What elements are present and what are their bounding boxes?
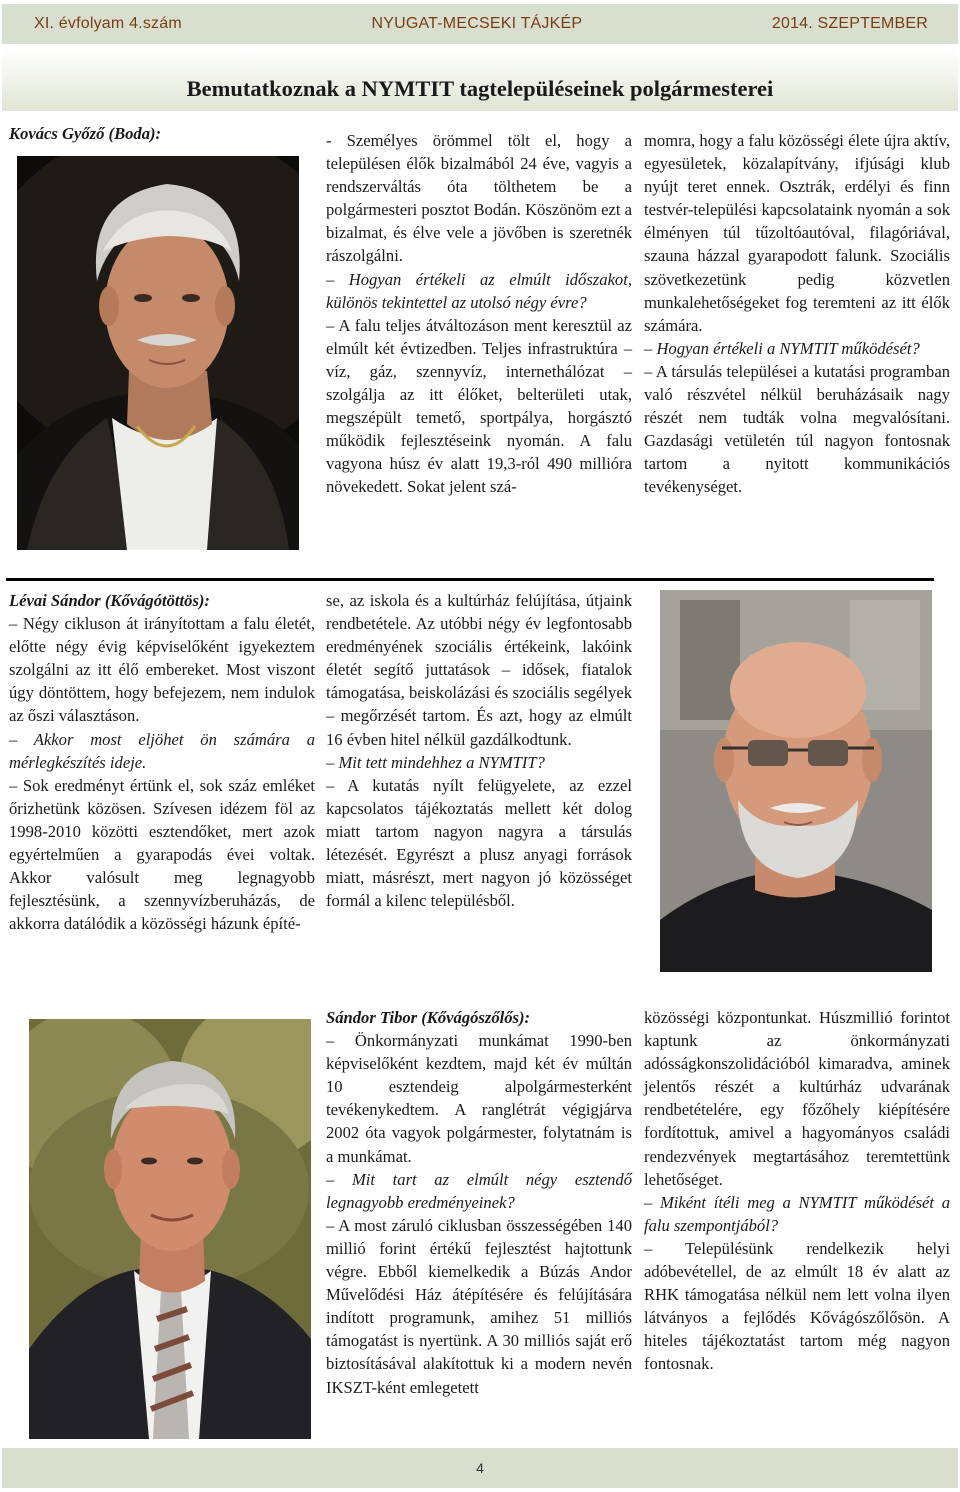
question: – Akkor most eljöhet ön számára a mérlegkészítés ideje. — [9, 729, 315, 772]
mayor-name-kovagoszolos: Sándor Tibor (Kővágószőlős): — [326, 1008, 531, 1027]
paragraph: – Sok eredményt értünk el, sok száz emléket őrizhetünk közösen. Szívesen idézem föl az 1998-2010 közötti esztendőket, mert azok egyértelműen a gyarapodás évei voltak. Akkor valósult meg legnagyobb fejlesztésünk, a szennyvízberuházás, de akkorra datálódik a közösségi házunk építé- — [9, 775, 315, 934]
page-footer — [2, 1448, 958, 1488]
interview-column-kovagoszolos-1 — [326, 1006, 632, 1399]
paragraph: – Négy cikluson át irányítottam a falu életét, előtte négy évig képviselőként igyekeztem szolgálni az itt élő embereket. Most viszont úgy döntöttem, hogy befejezem, nem indulok az őszi választáson. — [9, 614, 315, 726]
question: – Mit tett mindehhez a NYMTIT? — [326, 752, 545, 772]
interview-column-kovagoszolos-2 — [644, 1006, 950, 1376]
interview-column-kovagotottos-1 — [9, 589, 315, 935]
interview-column-boda-1 — [326, 129, 632, 499]
publication-name: NYUGAT-MECSEKI TÁJKÉP — [371, 15, 583, 32]
paragraph: se, az iskola és a kultúrház felújítása, útjaink rendbetétele. Az utóbbi négy év legfontosabb eredményének szociális értékeink, lakóink életét segítő juttatások – idősek, fiatalok támogatása, beiskolázási és szociális segélyek – megőrzését tartom. És azt, hogy az elmúlt 16 évben hitel nélkül gazdálkodtunk. — [326, 591, 632, 749]
interview-column-kovagotottos-2 — [326, 589, 632, 912]
issue-header — [2, 4, 958, 44]
portrait-photo-sandor — [29, 1019, 311, 1439]
paragraph: – A kutatás nyílt felügyelete, az ezzel kapcsolatos tájékoztatás mellett két dolog miatt tartom nagyon nagyra a társulás létezését. Egyrészt a plusz anyagi források miatt, másrészt, mert nagyon jó közösséget formál a kilenc településből. — [326, 775, 632, 911]
portrait-photo-kovacs — [17, 156, 299, 550]
paragraph: - Személyes örömmel tölt el, hogy a településen élők bizalmából 24 éve, vagyis a rendszerváltás óta tölthetem be a polgármesteri posztot Bodán. Köszönöm ezt a bizalmat, és élve vele a jövőben is szeretnék rászolgálni. — [326, 131, 632, 266]
section-divider — [6, 578, 934, 581]
question: – Mit tart az elmúlt négy esztendő legnagyobb eredményeinek? — [326, 1169, 632, 1212]
paragraph: – Településünk rendelkezik helyi adóbevétellel, de az elmúlt 18 év alatt az RHK támogatása nélkül nem lett volna ilyen látványos a fejlődés Kővágószőlősön. A hiteles tájékoztatást tartom még nagyon fontosnak. — [644, 1238, 950, 1374]
paragraph: – A társulás települései a kutatási programban való részvétel nélkül beruházásaik nagy részét nem tudták volna megvalósítani. Gazdasági vetületén túl nagyon fontosnak tartom a nyitott kommunikációs tevékenységet. — [644, 361, 950, 497]
paragraph: momra, hogy a falu közösségi élete újra aktív, egyesületek, közalapítvány, ifjúsági klub nyújt teret ennek. Osztrák, erdélyi és finn testvér-települési kapcsolataink nyomán a sok élményen túl tűzoltóautóval, filagóriával, szauna házzal gyarapodott falunk. Szociális szövetkezetünk pedig közvetlen munkalehetőségeket fog teremteni az itt élők számára. — [644, 131, 950, 335]
interview-column-boda-2 — [644, 129, 950, 499]
mayor-name-kovagotottos: Lévai Sándor (Kővágótöttös): — [9, 591, 210, 610]
question: – Hogyan értékeli az elmúlt időszakot, különös tekintettel az utolsó négy évre? — [326, 269, 632, 312]
issue-number: XI. évfolyam 4.szám — [34, 15, 182, 32]
paragraph: – Önkormányzati munkámat 1990-ben képviselőként kezdtem, majd két év múltán 10 esztendeig alpolgármesterként tevékenykedtem. A ranglétrát végigjárva 2002 óta vagyok polgármester, folytatnám is a munkámat. — [326, 1031, 632, 1166]
portrait-photo-levai — [660, 590, 932, 972]
question: – Miként ítéli meg a NYMTIT működését a falu szempontjából? — [644, 1192, 950, 1235]
paragraph: – A most záruló ciklusban összességében 140 millió forint értékű fejlesztést hajtottunk végre. Ebből kiemelkedik a Búzás Andor Művelődési Ház átépítésére és felújítására indított programunk, amihez 51 milliós támogatást is nyertünk. A 30 milliós saját erő biztosításával alakítottuk ki a modern nevén IKSZT-ként emlegetett — [326, 1215, 632, 1397]
mayor-name-boda: Kovács Győző (Boda): — [9, 124, 162, 143]
question: – Hogyan értékeli a NYMTIT működését? — [644, 338, 920, 358]
issue-date: 2014. SZEPTEMBER — [771, 15, 928, 32]
article-title: Bemutatkoznak a NYMTIT tagtelepüléseinek polgármesterei — [186, 76, 774, 101]
page-number: 4 — [476, 1460, 484, 1476]
paragraph: közösségi központunkat. Húszmillió forintot kaptunk az önkormányzati adósságkonszolidációból kimaradva, aminek jelentős részét a kultúrház udvarának rendbetételére, egy főzőhely kiépítésére fordítottuk, amivel a hagyományos családi rendezvények megtartásához teremtettünk lehetőséget. — [644, 1008, 950, 1189]
paragraph: – A falu teljes átváltozáson ment keresztül az elmúlt két évtizedben. Teljes infrastruktúra – víz, gáz, szennyvíz, internethálózat – szolgálja az itt élőket, belterületi utak, megszépült temető, sportpálya, horgásztó működik fejlesztéseink nyomán. A falu vagyona húsz év alatt 19,3-ról 490 millióra növekedett. Sokat jelent szá- — [326, 315, 632, 497]
